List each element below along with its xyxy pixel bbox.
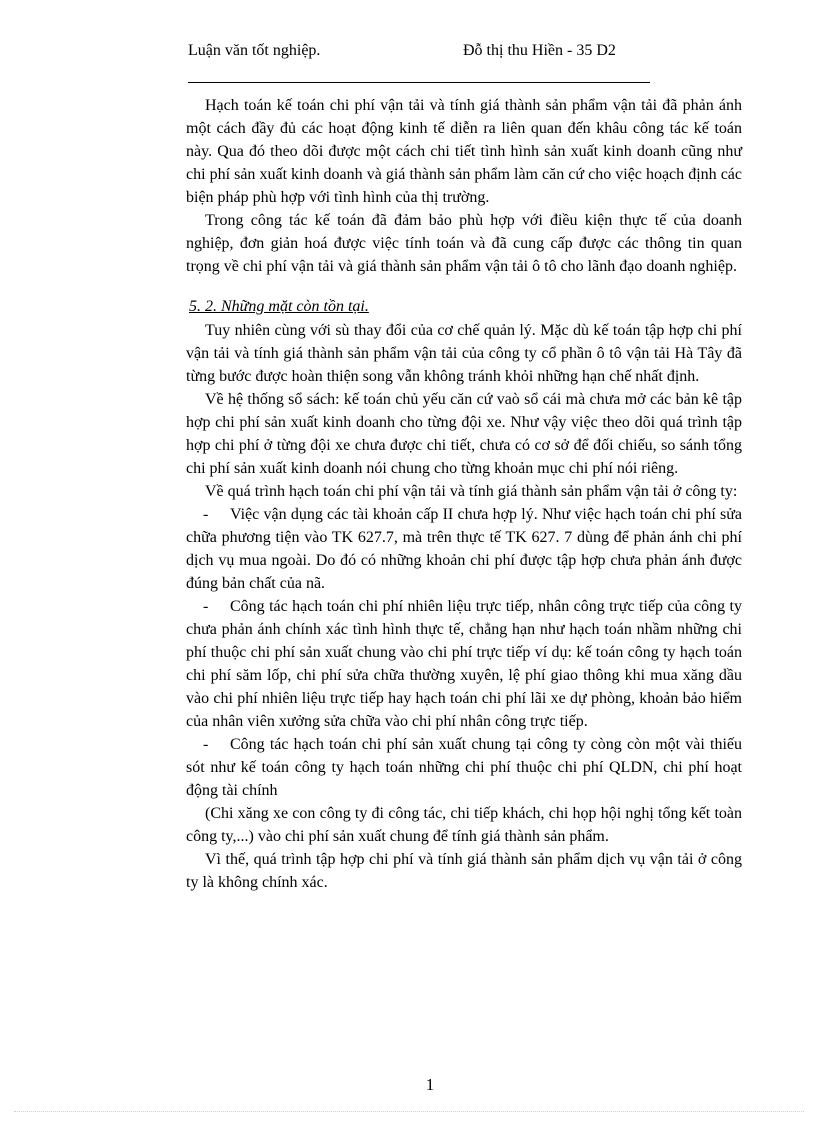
document-body bbox=[186, 94, 742, 894]
bullet-marker: - bbox=[203, 598, 209, 615]
paragraph: Tuy nhiên cùng với sù thay đổi của cơ chế quản lý. Mặc dù kế toán tập hợp chi phí vận tải và tính giá thành sản phẩm vận tải của công ty cổ phần ô tô vận tải Hà Tây đã từng bước được hoàn thiện song vẫn không tránh khỏi những hạn chế nhất định. bbox=[186, 322, 742, 385]
paragraph: Vì thế, quá trình tập hợp chi phí và tính giá thành sản phẩm dịch vụ vận tải ở công ty là không chính xác. bbox=[186, 851, 742, 891]
bullet-item bbox=[186, 595, 742, 733]
page-bottom-border bbox=[14, 1111, 804, 1112]
bullet-text: Việc vận dụng các tài khoản cấp II chưa hợp lý. Như việc hạch toán chi phí sửa chữa phương tiện vào TK 627.7, mà trên thực tế TK 627. 7 dùng để phản ánh chi phí dịch vụ mua ngoài. Do đó có những khoản chi phí được tập hợp chưa phản ánh được đúng bản chất của nã. bbox=[186, 506, 742, 592]
header-author-label: Đỗ thị thu Hiền - 35 D2 bbox=[463, 42, 616, 59]
header-rule bbox=[188, 82, 650, 83]
page-number: 1 bbox=[425, 1075, 435, 1094]
page-header bbox=[188, 42, 653, 68]
header-thesis-label: Luận văn tốt nghiệp. bbox=[188, 42, 321, 59]
bullet-text: Công tác hạch toán chi phí sản xuất chung tại công ty còng còn một vài thiếu sót như kế toán công ty hạch toán những chi phí thuộc chi phí QLDN, chi phí hoạt động tài chính bbox=[186, 736, 742, 799]
paragraph: Trong công tác kế toán đã đảm bảo phù hợp với điều kiện thực tế của doanh nghiệp, đơn giản hoá được việc tính toán và đã cung cấp được các thông tin quan trọng về chi phí vận tải và giá thành sản phẩm vận tải ô tô cho lãnh đạo doanh nghiệp. bbox=[186, 212, 742, 275]
section-heading: 5. 2. Những mặt còn tồn tại. bbox=[189, 298, 369, 315]
paragraph: Về quá trình hạch toán chi phí vận tải và tính giá thành sản phẩm vận tải ở công ty: bbox=[205, 483, 738, 500]
paragraph: (Chi xăng xe con công ty đi công tác, chi tiếp khách, chi họp hội nghị tổng kết toàn công ty,...) vào chi phí sản xuất chung để tính giá thành sản phẩm. bbox=[186, 805, 742, 845]
bullet-item bbox=[186, 733, 742, 802]
bullet-marker: - bbox=[203, 736, 209, 753]
spacer bbox=[186, 278, 742, 286]
bullet-text: Công tác hạch toán chi phí nhiên liệu trực tiếp, nhân công trực tiếp của công ty chưa phản ánh chính xác tình hình thực tế, chẳng hạn như hạch toán nhầm những chi phí thuộc chi phí sản xuất chung vào chi phí trực tiếp ví dụ: kế toán công ty hạch toán chi phí săm lốp, chi phí sửa chữa thường xuyên, lệ phí giao thông khi mua xăng dầu vào chi phí nhiên liệu trực tiếp hay hạch toán chi phí lãi xe dự phòng, khoản bảo hiểm của nhân viên xưởng sửa chữa vào chi phí nhân công trực tiếp. bbox=[186, 598, 742, 730]
paragraph: Hạch toán kế toán chi phí vận tải và tính giá thành sản phẩm vận tải đã phản ánh một cách đầy đủ các hoạt động kinh tế diễn ra liên quan đến khâu công tác kế toán này. Qua đó theo dõi được một cách chi tiết tình hình sản xuất kinh doanh cũng như chi phí sản xuất kinh doanh và giá thành sản phẩm làm căn cứ cho việc hoạch định các biện pháp phù hợp với tình hình của thị trường. bbox=[186, 97, 742, 206]
paragraph: Về hệ thống sổ sách: kế toán chủ yếu căn cứ vaò sổ cái mà chưa mở các bản kê tập hợp chi phí sản xuất kinh doanh cho từng đội xe. Như vậy việc theo dõi quá trình tập hợp chi phí ở từng đội xe chưa được chi tiết, chưa có cơ sở để đối chiếu, so sánh tổng chi phí sản xuất kinh doanh nói chung cho từng khoản mục chi phí nói riêng. bbox=[186, 391, 742, 477]
bullet-item bbox=[186, 503, 742, 595]
bullet-marker: - bbox=[203, 506, 209, 523]
